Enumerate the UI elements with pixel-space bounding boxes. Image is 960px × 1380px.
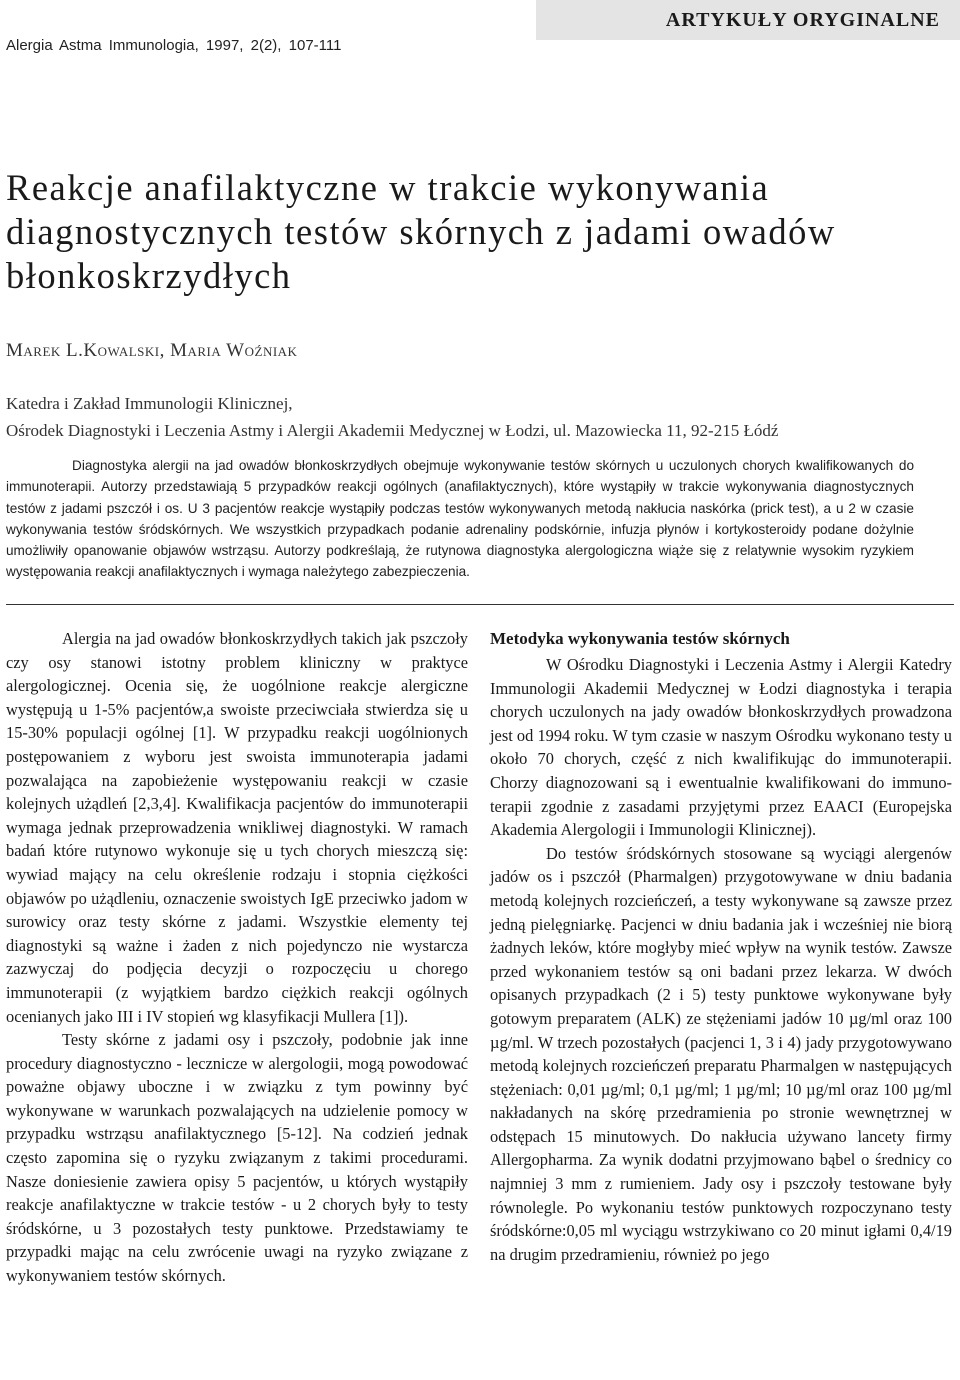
article-title: Reakcje anafilaktyczne w trakcie wykonywania diagnostycznych testów skórnych z jadami owadów błonkoskrzydłych <box>6 167 836 296</box>
affiliation-line-2: Ośrodek Diagnostyki i Leczenia Astmy i Alergii Akademii Medycznej w Łodzi, ul. Mazowiecka 11, 92-215 Łódź <box>6 421 779 440</box>
body-paragraph-left-2: Testy skórne z jadami osy i pszczoły, podobnie jak inne procedury diagnostyczno - lecznicze w alergologii, mogą powodować poważne objawy uboczne i w związku z tym powinny być wykonywane w warunkach pozwalających na udzielenie pomocy w przypadku wstrząsu anafilaktycznego [5-12]. Na codzień jednak często zapomina się o ryzyku związanym z takimi procedurami. Nasze doniesienie zawiera opisy 5 pacjentów, u których wystąpiły reakcje anafilaktyczne w trakcie testów - u 2 chorych były to testy śródskórne, u 3 pozostałych testy punktowe. Przedstawiamy te przypadki mając na celu zwrócenie uwagi na ryzyko związane z wykonywaniem testów skórnych. <box>6 1030 468 1286</box>
journal-reference: Alergia Astma Immunologia, 1997, 2(2), 107-111 <box>6 37 342 54</box>
article-authors: Marek L.Kowalski, Maria Woźniak <box>6 340 298 361</box>
body-paragraph-right-1: W Ośrodku Diagnostyki i Leczenia Astmy i Alergii Katedry Immunologii Akademii Medycznej w Łodzi diagnostyka i terapia chorych uczulonych na jady owadów błonkoskrzydłych prowadzona jest od 1994 roku. W tym czasie w naszym Ośrodku wykonano testy u około 70 chorych, część z nich kwalifikując do immunoterapii. Chorzy diagnozowani są i ewentualnie kwalifikowani do immuno-terapii zgodnie z zasadami przyjętymi przez EAACI (Europejska Akademia Alergologii i Immunologii Klinicznej). <box>490 655 952 840</box>
section-label: ARTYKUŁY ORYGINALNE <box>536 0 960 40</box>
body-column-right <box>490 627 952 1266</box>
affiliation <box>6 390 956 444</box>
abstract <box>6 455 914 583</box>
abstract-divider <box>6 604 954 605</box>
body-column-left <box>6 627 468 1288</box>
section-heading-methods: Metodyka wykonywania testów skórnych <box>490 629 790 648</box>
body-paragraph-right-2: Do testów śródskórnych stosowane są wyciągi alergenów jadów os i pszczół (Pharmalgen) przygotowywane w dniu badania metodą kolejnych rozcieńczeń, a testy wykonywane są zawsze przez jedną pielęgniarkę. Pacjenci w dniu badania jak i wcześniej nie biorą żadnych leków, które mogłyby mieć wpływ na wynik testów. Zawsze przed wykonaniem testów są oni badani przez lekarza. W dwóch opisanych przypadkach (2 i 5) testy punktowe wykonywane były gotowym preparatem (ALK) ze stężeniami jadów 10 µg/ml oraz 100 µg/ml. W trzech pozostałych (pacjenci 1, 3 i 4) jady przygotowywano metodą kolejnych rozcieńczeń preparatu Pharmalgen w następujących stężeniach: 0,01 µg/ml; 0,1 µg/ml; 1 µg/ml; 10 µg/ml oraz 100 µg/ml nakładanych na skórę przedramienia po stronie wewnętrznej w odstępach 15 minutowych. Do nakłucia używano lancety firmy Allergopharma. Za wynik dodatni przyjmowano bąbel o średnicy co najmniej 3 mm z rumieniem. Jady osy i pszczoły testowane były równolegle. Po wykonaniu testów punktowych rozpoczynano testy śródskórne:0,05 ml wyciągu wstrzykiwano co 20 minut igłami 0,4/19 na drugim przedramieniu, również po jego <box>490 843 952 1264</box>
affiliation-line-1: Katedra i Zakład Immunologii Klinicznej, <box>6 394 293 413</box>
body-paragraph-left-1: Alergia na jad owadów błonkoskrzydłych takich jak pszczoły czy osy stanowi istotny problem kliniczny w praktyce alergologicznej. Ocenia się, że uogólnione reakcje alergiczne występują u 1-5% pacjentów,a swoiste przeciwciała stwierdza się u 15-30% populacji ogólnej [1]. W przypadku reakcji uogólnionych postępowaniem z wyboru jest swoista immunoterapia jadami pozwalająca na zapobieżenie występowaniu reakcji w czasie kolejnych użądleń [2,3,4]. Kwalifikacja pacjentów do immunoterapii wymaga jednak przeprowadzenia wnikliwej diagnostyki. W ramach badań które rutynowo wykonuje się u tych chorych mieszczą się: wywiad mający na celu określenie rodzaju i stopnia ciężkości objawów po użądleniu, oznaczenie swoistych IgE przeciwko jadom w surowicy oraz testy skórne z jadami. Wszystkie elementy tej diagnostyki są ważne i żaden z nich pojedynczo nie wystarcza zazwyczaj do podjęcia decyzji o rozpoczęciu u chorego immunoterapii (z wyjątkiem bardzo ciężkich reakcji ogólnych ocenianych jako III i IV stopień wg klasyfikacji Mullera [1]). <box>6 629 468 1026</box>
abstract-text: Diagnostyka alergii na jad owadów błonkoskrzydłych obejmuje wykonywanie testów skórnych u uczulonych chorych kwalifikowanych do immunoterapii. Autorzy przedstawiają 5 przypadków reakcji ogólnych (anafilaktycznych), które wystąpiły w trakcie wykonywania diagnostycznych testów z jadami pszczół i os. U 3 pacjentów reakcje wystąpiły podczas testów wykonywanych metodą nakłucia naskórka (prick test), a u 2 w czasie wykonywania testów śródskórnych. We wszystkich przypadkach podanie adrenaliny podskórnie, infuzja płynów i kortykosteroidy podane dożylnie umożliwiły opanowanie objawów wstrząsu. Autorzy podkreślają, że rutynowa diagnostyka alergologiczna wiąże się z relatywnie wysokim ryzykiem występowania reakcji anafilaktycznych i wymaga należytego zabezpieczenia. <box>6 458 914 580</box>
